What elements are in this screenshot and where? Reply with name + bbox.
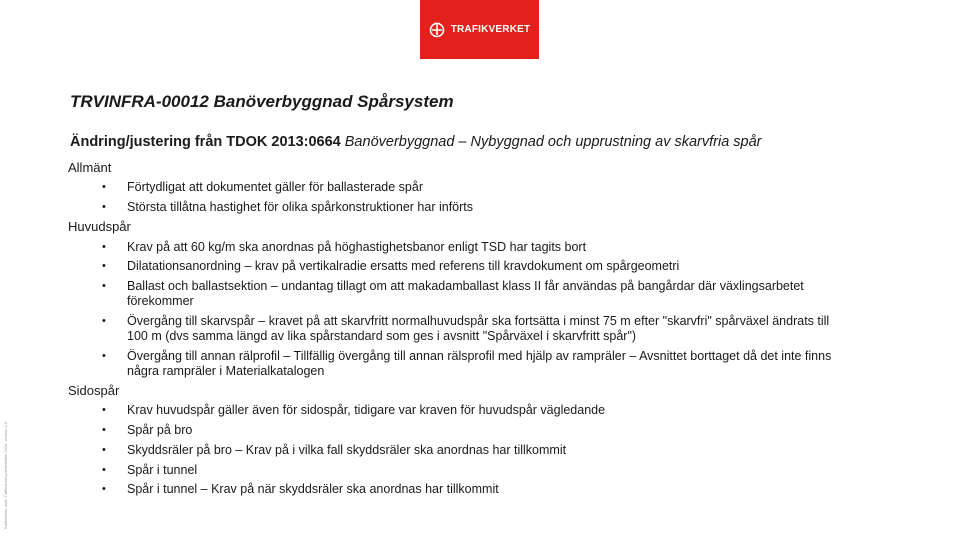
bullet-icon: • <box>102 483 106 496</box>
trafikverket-crown-icon <box>429 22 445 38</box>
bullet-icon: • <box>102 349 106 362</box>
bullet-icon: • <box>102 314 106 327</box>
list-item <box>68 480 848 500</box>
template-footer-text: Trafikverket, mall: Trafikverket presentation 2015, version 2.0 <box>3 421 8 530</box>
list-item-text: Dilatationsanordning – krav på vertikalradie ersatts med referens till kravdokument om spårgeometri <box>127 259 680 274</box>
list-item <box>68 401 848 421</box>
list-item-text: Övergång till skarvspår – kravet på att skarvfritt normalhuvudspår ska fortsätta i minst 75 m efter "skarvfri" spårväxel ändrats till 100 m (dvs samma längd av lika spårstandard som ges i avsnitt "Spårväxel i skarvfritt spår") <box>127 313 830 343</box>
section-allmant <box>68 158 848 217</box>
list-item-text: Spår i tunnel <box>127 462 198 477</box>
bullet-icon: • <box>102 443 106 456</box>
list-item-text: Ballast och ballastsektion – undantag tillagt om att makadamballast klass II får användas på bangårdar där växlingsarbetet förekommer <box>127 279 804 309</box>
list-item <box>68 312 848 347</box>
list-item-text: Övergång till annan rälprofil – Tillfällig övergång till annan rälsprofil med hjälp av rampräler – Avsnittet borttaget då det inte finns några rampräler i Materialkatalogen <box>127 348 832 378</box>
list-item <box>68 237 848 257</box>
list-item-text: Största tillåtna hastighet för olika spårkonstruktioner har införts <box>127 199 474 214</box>
section-heading: Sidospår <box>68 383 120 399</box>
list-item <box>68 277 848 312</box>
page-title: TRVINFRA-00012 Banöverbyggnad Spårsystem <box>70 92 454 111</box>
changes-content <box>68 158 848 500</box>
list-item-text: Skyddsräler på bro – Krav på i vilka fall skyddsräler ska anordnas har tillkommit <box>127 442 567 457</box>
list-item-text: Förtydligat att dokumentet gäller för ballasterade spår <box>127 180 423 195</box>
bullet-icon: • <box>102 404 106 417</box>
bullet-icon: • <box>102 463 106 476</box>
list-item <box>68 178 848 198</box>
subtitle-lead: Ändring/justering från TDOK 2013:0664 <box>70 134 341 150</box>
list-item <box>68 440 848 460</box>
list-item-text: Spår i tunnel – Krav på när skyddsräler ska anordnas har tillkommit <box>127 482 499 497</box>
bullet-icon: • <box>102 200 106 213</box>
bullet-icon: • <box>102 280 106 293</box>
section-heading: Huvudspår <box>68 219 131 235</box>
section-items <box>68 401 848 500</box>
subtitle-document-name: Banöverbyggnad – Nybyggnad och upprustning av skarvfria spår <box>344 134 762 150</box>
section-items <box>68 237 848 381</box>
bullet-icon: • <box>102 424 106 437</box>
subtitle <box>70 134 762 150</box>
bullet-icon: • <box>102 260 106 273</box>
list-item-text: Krav huvudspår gäller även för sidospår, tidigare var kraven för huvudspår vägledande <box>127 403 606 418</box>
section-heading: Allmänt <box>68 160 112 175</box>
section-huvudspar <box>68 217 848 381</box>
list-item <box>68 198 848 218</box>
bullet-icon: • <box>102 240 106 253</box>
list-item <box>68 346 848 381</box>
section-sidospar <box>68 381 848 500</box>
trafikverket-logo <box>420 0 539 59</box>
list-item <box>68 421 848 441</box>
list-item <box>68 460 848 480</box>
logo-text: TRAFIKVERKET <box>450 24 531 35</box>
list-item <box>68 257 848 277</box>
section-items <box>68 178 848 218</box>
list-item-text: Krav på att 60 kg/m ska anordnas på höghastighetsbanor enligt TSD har tagits bort <box>127 239 587 254</box>
list-item-text: Spår på bro <box>127 423 193 438</box>
bullet-icon: • <box>102 181 106 194</box>
